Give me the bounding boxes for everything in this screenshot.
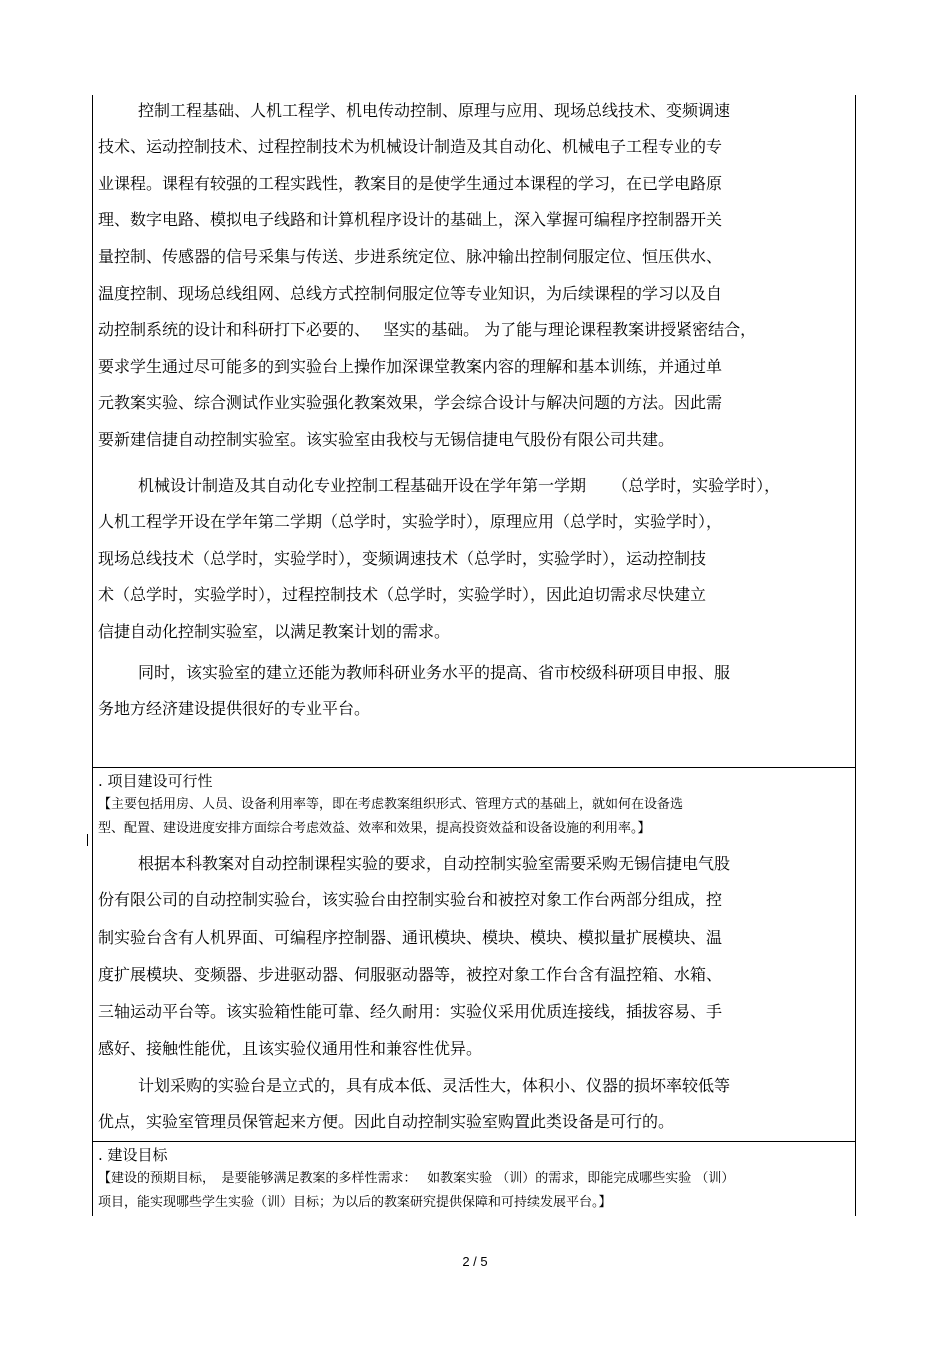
paragraph-line: 制实验台含有人机界面、可编程序控制器、通讯模块、模块、模块、模拟量扩展模块、温 — [98, 928, 723, 947]
paragraph-line: 术（总学时，实验学时），过程控制技术（总学时，实验学时），因此迫切需求尽快建立 — [98, 585, 707, 604]
page-number: 2 / 5 — [462, 1254, 488, 1269]
section-title-goals: . 建设目标 — [98, 1146, 168, 1164]
paragraph-line: 度扩展模块、变频器、步进驱动器、伺服驱动器等，被控对象工作台含有温控箱、水箱、 — [98, 965, 723, 984]
table-left-border — [92, 95, 93, 1216]
row-divider-goals — [92, 1141, 856, 1142]
paragraph-line: 信捷自动化控制实验室，以满足教案计划的需求。 — [98, 622, 451, 641]
paragraph-line: 技术、运动控制技术、过程控制技术为机械设计制造及其自动化、机械电子工程专业的专 — [98, 137, 723, 156]
paragraph-line: 要求学生通过尽可能多的到实验台上操作加深课堂教案内容的理解和基本训练，并通过单 — [98, 357, 723, 376]
paragraph-line: 动控制系统的设计和科研打下必要的、 坚实的基础。 为了能与理论课程教案讲授紧密结合， — [98, 320, 757, 339]
paragraph-line: 务地方经济建设提供很好的专业平台。 — [98, 699, 371, 718]
paragraph-line: 计划采购的实验台是立式的，具有成本低、灵活性大，体积小、仪器的损坏率较低等 — [138, 1076, 731, 1095]
section-note-line: 型、配置、建设进度安排方面综合考虑效益、效率和效果，提高投资效益和设备设施的利用率。】 — [98, 821, 651, 836]
paragraph-line: 要新建信捷自动控制实验室。该实验室由我校与无锡信捷电气股份有限公司共建。 — [98, 430, 675, 449]
section-note-line: 【建设的预期目标， 是要能够满足教案的多样性需求： 如教案实验 （训）的需求，即能完成哪些实验 （训） — [98, 1171, 735, 1186]
section-note-line: 【主要包括用房、人员、设备利用率等，即在考虑教案组织形式、管理方式的基础上，就如何在设备选 — [98, 797, 684, 812]
paragraph-line: 量控制、传感器的信号采集与传送、步进系统定位、脉冲输出控制伺服定位、恒压供水、 — [98, 247, 723, 266]
paragraph-line: 根据本科教案对自动控制课程实验的要求，自动控制实验室需要采购无锡信捷电气股 — [138, 854, 731, 873]
paragraph-line: 元教案实验、综合测试作业实验强化教案效果，学会综合设计与解决问题的方法。因此需 — [98, 393, 723, 412]
section-title-feasibility: . 项目建设可行性 — [98, 772, 213, 790]
paragraph-line: 优点，实验室管理员保管起来方便。因此自动控制实验室购置此类设备是可行的。 — [98, 1112, 675, 1131]
paragraph-line: 机械设计制造及其自动化专业控制工程基础开设在学年第一学期 （总学时，实验学时）， — [138, 476, 781, 495]
paragraph-line: 控制工程基础、人机工程学、机电传动控制、原理与应用、现场总线技术、变频调速 — [138, 101, 731, 120]
paragraph-line: 现场总线技术（总学时，实验学时），变频调速技术（总学时，实验学时），运动控制技 — [98, 549, 707, 568]
table-right-border — [855, 95, 856, 1216]
paragraph-line: 同时，该实验室的建立还能为教师科研业务水平的提高、省市校级科研项目申报、服 — [138, 663, 731, 682]
section-note-line: 项目，能实现哪些学生实验（训）目标；为以后的教案研究提供保障和可持续发展平台。】 — [98, 1195, 612, 1210]
paragraph-line: 温度控制、现场总线组网、总线方式控制伺服定位等专业知识，为后续课程的学习以及自 — [98, 284, 723, 303]
paragraph-line: 业课程。课程有较强的工程实践性，教案目的是使学生通过本课程的学习，在已学电路原 — [98, 174, 723, 193]
border-tick-mark — [87, 834, 88, 846]
row-divider-feasibility — [92, 767, 856, 768]
paragraph-line: 人机工程学开设在学年第二学期（总学时，实验学时），原理应用（总学时，实验学时）， — [98, 512, 723, 531]
paragraph-line: 理、数字电路、模拟电子线路和计算机程序设计的基础上，深入掌握可编程序控制器开关 — [98, 210, 723, 229]
paragraph-line: 份有限公司的自动控制实验台，该实验台由控制实验台和被控对象工作台两部分组成，控 — [98, 890, 723, 909]
paragraph-line: 感好、接触性能优，且该实验仪通用性和兼容性优异。 — [98, 1039, 483, 1058]
paragraph-line: 三轴运动平台等。该实验箱性能可靠、经久耐用：实验仪采用优质连接线，插拔容易、手 — [98, 1002, 723, 1021]
